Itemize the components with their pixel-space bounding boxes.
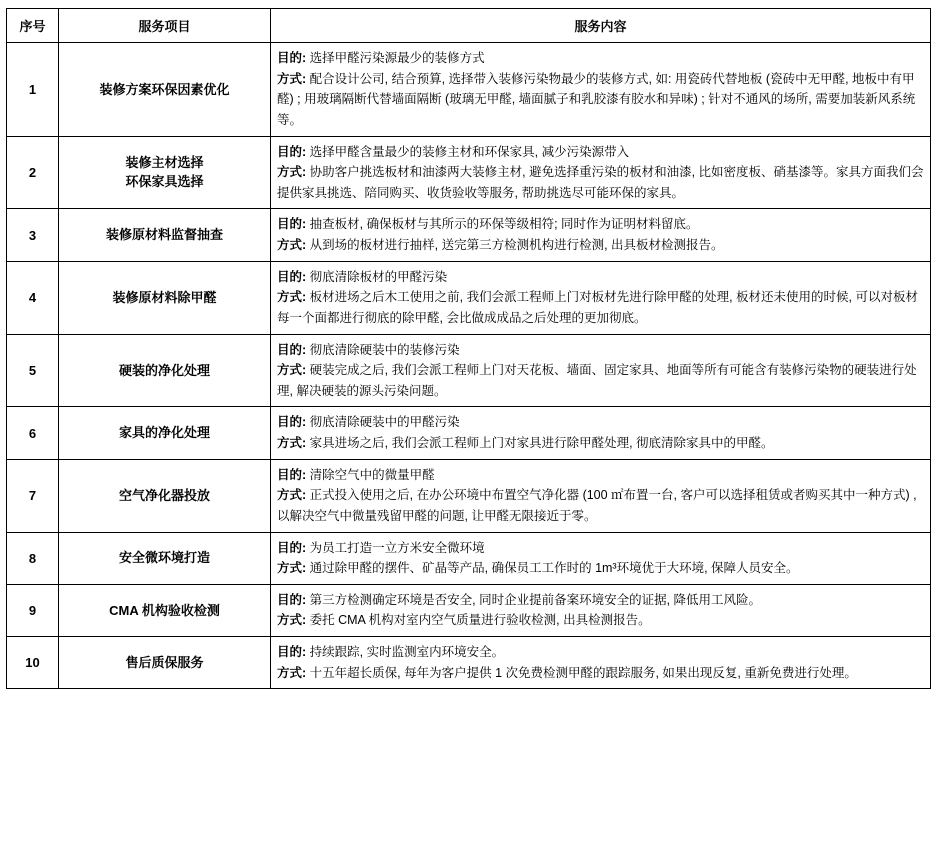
method-text: 硬装完成之后, 我们会派工程师上门对天花板、墙面、固定家具、地面等所有可能含有装修污染物的硬装进行处理, 解决硬装的源头污染问题。 xyxy=(277,363,917,398)
method-line xyxy=(277,610,924,631)
method-label: 方式: xyxy=(277,238,307,252)
purpose-label: 目的: xyxy=(277,51,307,65)
method-text: 从到场的板材进行抽样, 送完第三方检测机构进行检测, 出具板材检测报告。 xyxy=(306,238,724,252)
service-item-line: 装修原材料除甲醛 xyxy=(112,289,217,305)
row-number: 10 xyxy=(7,637,59,689)
purpose-line xyxy=(277,590,924,611)
purpose-line xyxy=(277,340,924,361)
purpose-label: 目的: xyxy=(277,540,307,555)
table-row xyxy=(7,261,931,334)
method-line xyxy=(277,663,924,684)
method-text: 委托 CMA 机构对室内空气质量进行验收检测, 出具检测报告。 xyxy=(306,613,651,628)
method-text: 通过除甲醛的摆件、矿晶等产品, 确保员工工作时的 1m³环境优于大环境, 保障人员安全。 xyxy=(306,561,799,576)
method-line xyxy=(277,235,924,256)
service-item-line: 售后质保服务 xyxy=(125,654,204,670)
purpose-line xyxy=(277,538,924,559)
table-row xyxy=(7,637,931,689)
row-service-content xyxy=(271,637,931,689)
row-service-content xyxy=(271,136,931,209)
purpose-line xyxy=(277,142,924,163)
service-item-line: 装修主材选择 xyxy=(125,154,204,170)
method-label: 方式: xyxy=(277,165,307,180)
method-line xyxy=(277,287,924,328)
table-row xyxy=(7,334,931,407)
method-label: 方式: xyxy=(277,436,307,450)
row-service-content xyxy=(271,584,931,636)
row-service-content xyxy=(271,261,931,334)
purpose-label: 目的: xyxy=(277,342,307,357)
service-item-line: 安全微环境打造 xyxy=(118,550,210,566)
row-service-content xyxy=(271,459,931,532)
row-number: 7 xyxy=(7,459,59,532)
column-header-item: 服务项目 xyxy=(59,9,271,43)
column-header-content: 服务内容 xyxy=(271,9,931,43)
method-label: 方式: xyxy=(277,363,307,378)
table-row xyxy=(7,407,931,459)
purpose-text: 选择甲醛含量最少的装修主材和环保家具, 减少污染源带入 xyxy=(306,144,630,159)
purpose-line xyxy=(277,642,924,663)
row-service-content xyxy=(271,407,931,459)
row-number: 8 xyxy=(7,532,59,584)
purpose-text: 彻底清除硬装中的甲醛污染 xyxy=(306,415,460,430)
method-line xyxy=(277,558,924,579)
purpose-label: 目的: xyxy=(277,269,307,284)
row-service-item xyxy=(59,43,271,137)
table-row xyxy=(7,209,931,261)
method-label: 方式: xyxy=(277,561,307,576)
purpose-text: 为员工打造一立方米安全微环境 xyxy=(306,540,485,555)
table-row xyxy=(7,459,931,532)
row-service-content xyxy=(271,43,931,137)
purpose-line xyxy=(277,48,924,69)
purpose-text: 选择甲醛污染源最少的装修方式 xyxy=(306,51,485,65)
method-label: 方式: xyxy=(277,488,307,503)
purpose-text: 持续跟踪, 实时监测室内环境安全。 xyxy=(306,645,505,659)
method-line xyxy=(277,360,924,401)
row-service-content xyxy=(271,334,931,407)
row-service-item xyxy=(59,261,271,334)
service-table xyxy=(6,8,931,689)
purpose-label: 目的: xyxy=(277,415,307,430)
table-row xyxy=(7,136,931,209)
method-text: 家具进场之后, 我们会派工程师上门对家具进行除甲醛处理, 彻底清除家具中的甲醛。 xyxy=(306,436,774,450)
table-body xyxy=(7,43,931,689)
row-service-item xyxy=(59,334,271,407)
purpose-text: 清除空气中的微量甲醛 xyxy=(306,467,435,482)
service-item-line: 装修方案环保因素优化 xyxy=(99,81,230,97)
row-number: 6 xyxy=(7,407,59,459)
purpose-label: 目的: xyxy=(277,645,307,659)
table-header-row xyxy=(7,9,931,43)
row-service-item xyxy=(59,532,271,584)
row-number: 3 xyxy=(7,209,59,261)
row-service-content xyxy=(271,532,931,584)
purpose-label: 目的: xyxy=(277,467,307,482)
purpose-text: 彻底清除硬装中的装修污染 xyxy=(306,342,460,357)
service-item-line: 硬装的净化处理 xyxy=(118,362,210,378)
service-item-line: 空气净化器投放 xyxy=(118,487,210,503)
row-service-item xyxy=(59,209,271,261)
row-number: 9 xyxy=(7,584,59,636)
row-number: 4 xyxy=(7,261,59,334)
method-label: 方式: xyxy=(277,71,307,86)
column-header-no: 序号 xyxy=(7,9,59,43)
method-line xyxy=(277,162,924,203)
method-text: 配合设计公司, 结合预算, 选择带入装修污染物最少的装修方式, 如: 用瓷砖代替地板 (瓷砖中无甲醛, 地板中有甲醛) ; 用玻璃隔断代替墙面隔断 (玻璃无甲醛, 墙面腻子和乳胶漆有胶水和异味) ; 针对不通风的场所, 需要加装新风系统等。 xyxy=(277,71,916,127)
service-item-line: 环保家具选择 xyxy=(125,174,204,190)
service-item-line: CMA 机构验收检测 xyxy=(109,602,220,618)
purpose-text: 抽查板材, 确保板材与其所示的环保等级相符; 同时作为证明材料留底。 xyxy=(306,217,699,232)
service-item-line: 家具的净化处理 xyxy=(118,425,210,441)
row-number: 1 xyxy=(7,43,59,137)
method-text: 协助客户挑选板材和油漆两大装修主材, 避免选择重污染的板材和油漆, 比如密度板、硝基漆等。家具方面我们会提供家具挑选、陪同购买、收货验收等服务, 帮助挑选尽可能环保的家具。 xyxy=(277,165,924,200)
method-line xyxy=(277,485,924,526)
purpose-label: 目的: xyxy=(277,592,307,607)
method-label: 方式: xyxy=(277,290,307,305)
method-text: 板材进场之后木工使用之前, 我们会派工程师上门对板材先进行除甲醛的处理, 板材还未使用的时候, 可以对板材每一个面都进行彻底的除甲醛, 会比做成成品之后处理的更加彻底。 xyxy=(277,290,918,325)
method-line xyxy=(277,69,924,131)
method-label: 方式: xyxy=(277,665,307,680)
row-service-item xyxy=(59,407,271,459)
purpose-text: 第三方检测确定环境是否安全, 同时企业提前备案环境安全的证据, 降低用工风险。 xyxy=(306,592,762,607)
table-row xyxy=(7,43,931,137)
row-service-item xyxy=(59,637,271,689)
purpose-text: 彻底清除板材的甲醛污染 xyxy=(306,269,448,284)
table-row xyxy=(7,584,931,636)
method-line xyxy=(277,433,924,454)
service-item-line: 装修原材料监督抽查 xyxy=(105,227,223,243)
row-number: 2 xyxy=(7,136,59,209)
row-service-item xyxy=(59,136,271,209)
method-text: 正式投入使用之后, 在办公环境中布置空气净化器 (100 ㎡布置一台, 客户可以选择租赁或者购买其中一种方式) , 以解决空气中微量残留甲醛的问题, 让甲醛无限接近于零。 xyxy=(277,488,917,523)
purpose-line xyxy=(277,267,924,288)
row-service-item xyxy=(59,584,271,636)
purpose-line xyxy=(277,412,924,433)
row-number: 5 xyxy=(7,334,59,407)
table-row xyxy=(7,532,931,584)
method-text: 十五年超长质保, 每年为客户提供 1 次免费检测甲醛的跟踪服务, 如果出现反复, 重新免费进行处理。 xyxy=(306,665,857,680)
purpose-label: 目的: xyxy=(277,217,307,232)
purpose-line xyxy=(277,214,924,235)
method-label: 方式: xyxy=(277,613,307,628)
purpose-label: 目的: xyxy=(277,144,307,159)
purpose-line xyxy=(277,465,924,486)
row-service-content xyxy=(271,209,931,261)
row-service-item xyxy=(59,459,271,532)
